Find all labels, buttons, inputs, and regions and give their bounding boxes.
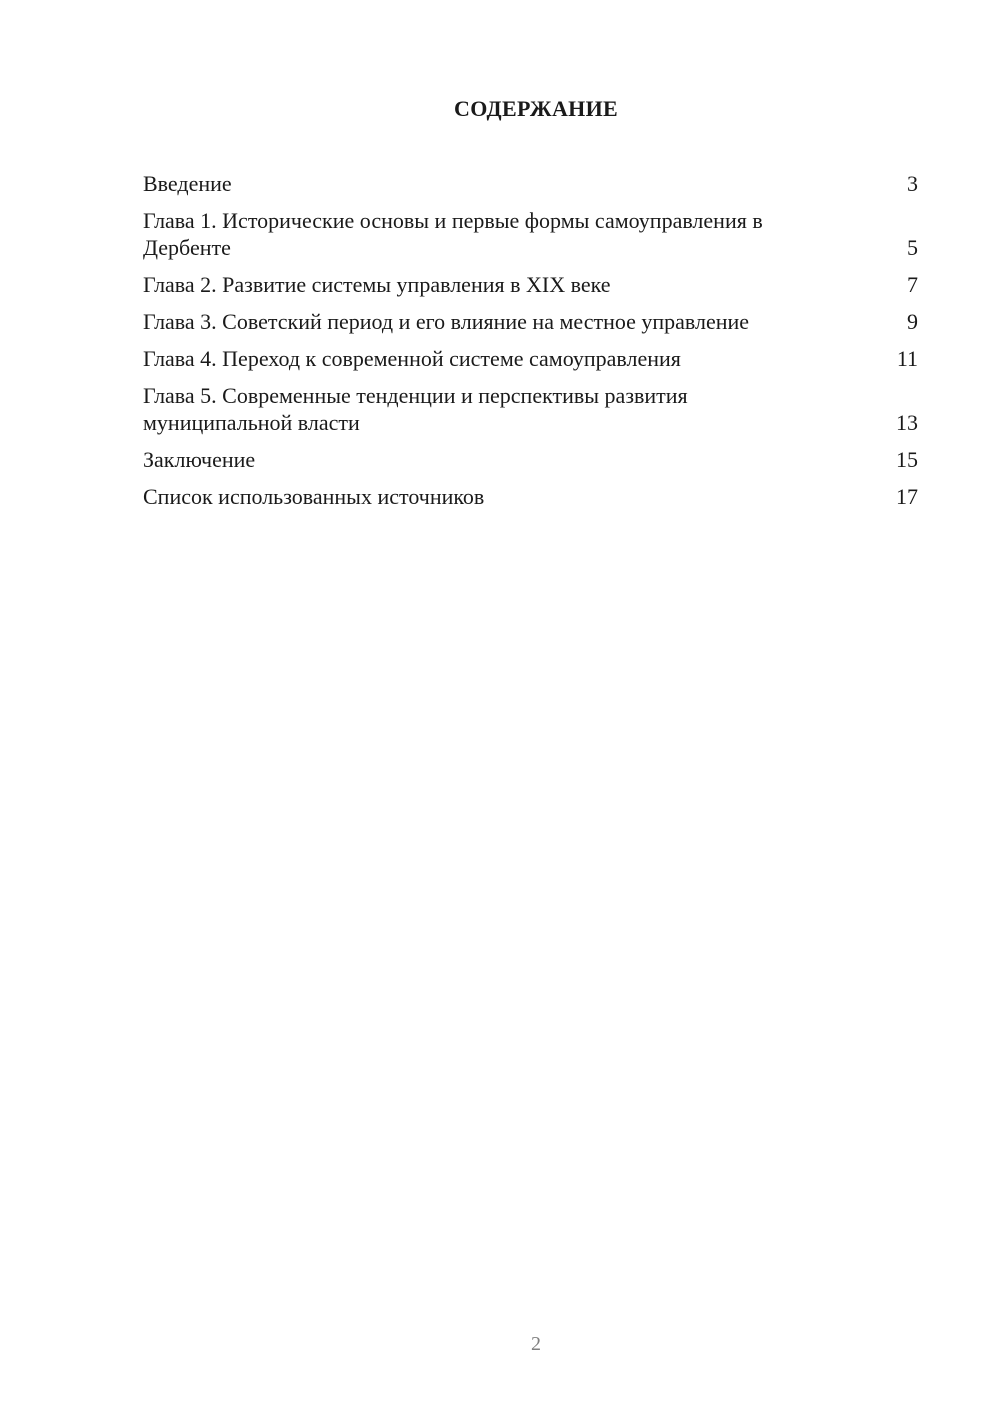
toc-entry-text: Список использованных источников xyxy=(143,484,485,509)
toc-entry-chapter-3[interactable] xyxy=(143,308,918,335)
toc-entry-text: Глава 2. Развитие системы управления в XIX веке xyxy=(143,272,611,297)
toc-entry-page: 17 xyxy=(896,484,918,509)
toc-entry-text: Заключение xyxy=(143,447,256,472)
toc-entry-text: Введение xyxy=(143,171,232,196)
toc-entry-conclusion[interactable] xyxy=(143,446,918,473)
toc-entry-text: Глава 5. Современные тенденции и перспективы развития муниципальной власти xyxy=(143,383,688,435)
toc-entry-page: 11 xyxy=(896,346,918,371)
toc-entry-chapter-5[interactable] xyxy=(143,382,918,436)
toc-entry-chapter-1[interactable] xyxy=(143,207,918,261)
toc-entry-introduction[interactable] xyxy=(143,170,918,197)
toc-entry-page: 7 xyxy=(907,272,918,297)
toc-entry-text: Глава 3. Советский период и его влияние на местное управление xyxy=(143,309,750,334)
toc-entry-text: Глава 4. Переход к современной системе самоуправления xyxy=(143,346,681,371)
toc-entry-page: 3 xyxy=(907,171,918,196)
toc-entry-page: 15 xyxy=(896,447,918,472)
toc-entry-chapter-4[interactable] xyxy=(143,345,918,372)
toc-entry-references[interactable] xyxy=(143,483,918,510)
table-of-contents xyxy=(143,170,918,520)
toc-entry-page: 5 xyxy=(907,235,918,260)
toc-entry-page: 13 xyxy=(896,410,918,435)
toc-entry-chapter-2[interactable] xyxy=(143,271,918,298)
page-title: СОДЕРЖАНИЕ xyxy=(454,96,618,121)
toc-entry-text: Глава 1. Исторические основы и первые формы самоуправления в Дербенте xyxy=(143,208,763,260)
toc-entry-page: 9 xyxy=(907,309,918,334)
page-number: 2 xyxy=(531,1333,541,1355)
